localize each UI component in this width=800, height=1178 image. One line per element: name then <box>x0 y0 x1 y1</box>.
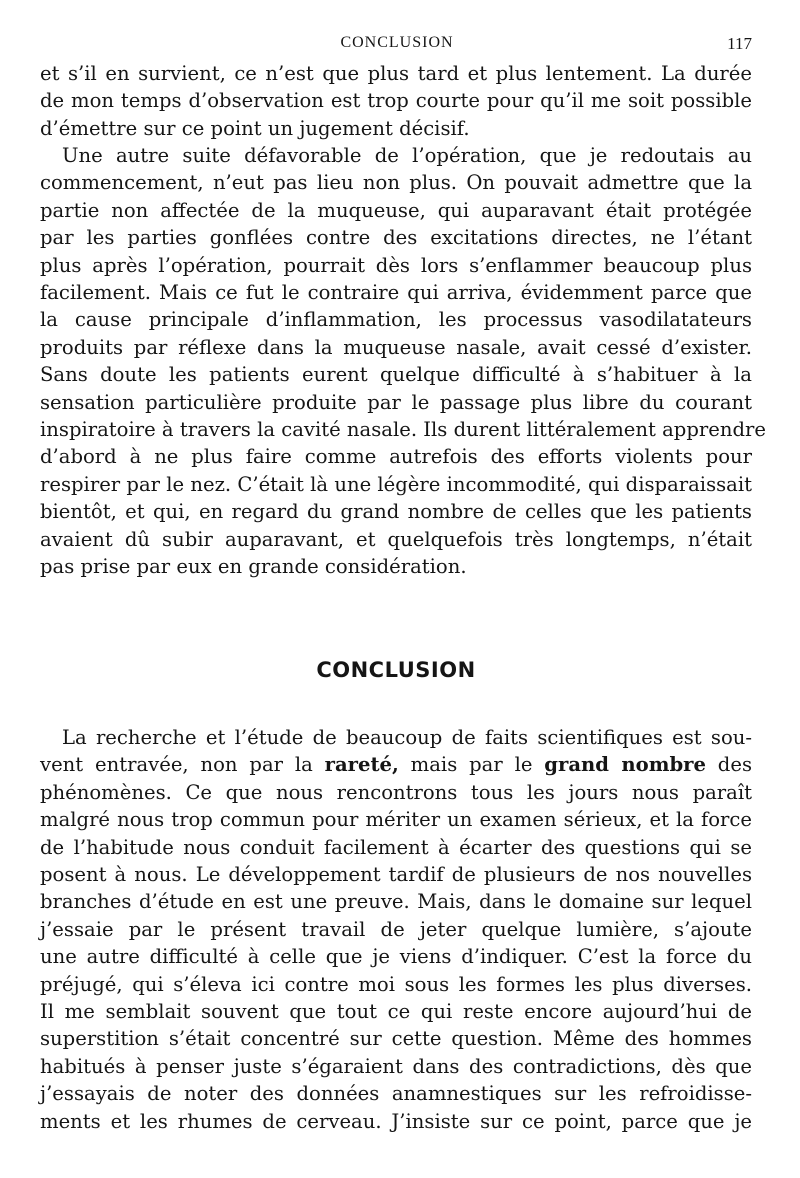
text-line: phénomènes. Ce que nous rencontrons tous les jours nous paraît <box>40 780 752 804</box>
text-line: Il me semblait souvent que tout ce qui reste encore aujourd’hui de <box>40 1000 752 1024</box>
text-line: posent à nous. Le développement tardif de plusieurs de nos nouvelles <box>40 863 752 887</box>
emphasis-grand-nombre: grand nombre <box>544 753 706 777</box>
page-number: 117 <box>727 34 752 53</box>
text-line: sensation particulière produite par le passage plus libre du courant <box>40 390 752 414</box>
text-run: mais par le <box>398 753 545 777</box>
text-run: vent entravée, non par la <box>40 753 325 777</box>
text-line: produits par réflexe dans la muqueuse nasale, avait cessé d’exister. <box>40 335 752 359</box>
text-line: malgré nous trop commun pour mériter un examen sérieux, et la force <box>40 808 752 832</box>
text-line: d’émettre sur ce point un jugement décisif. <box>40 116 470 140</box>
text-line: Une autre suite défavorable de l’opération, que je redoutais au <box>62 144 752 167</box>
text-line: et s’il en survient, ce n’est que plus tard et plus lentement. La durée <box>40 62 752 85</box>
text-run: des <box>705 753 753 777</box>
text-line: avaient dû subir auparavant, et quelquefois très longtemps, n’était <box>40 527 752 551</box>
text-line: respirer par le nez. C’était là une légère incommodité, qui disparaissait <box>40 472 752 496</box>
text-line: habitués à penser juste s’égaraient dans des contradictions, dès que <box>40 1054 752 1078</box>
text-line: plus après l’opération, pourrait dès lors s’enflammer beaucoup plus <box>40 253 752 277</box>
text-line: une autre difficulté à celle que je viens d’indiquer. C’est la force du <box>40 945 752 969</box>
text-line: Sans doute les patients eurent quelque difficulté à s’habituer à la <box>40 363 752 387</box>
section-heading: CONCLUSION <box>316 658 476 682</box>
text-line: par les parties gonflées contre des excitations directes, ne l’étant <box>40 226 752 250</box>
text-line: pas prise par eux en grande considération. <box>40 555 467 579</box>
running-title: CONCLUSION <box>340 34 454 51</box>
text-line: commencement, n’eut pas lieu non plus. On pouvait admettre que la <box>40 171 752 195</box>
text-line <box>40 751 752 778</box>
emphasis-rarete: rareté, <box>324 753 399 777</box>
text-line: facilement. Mais ce fut le contraire qui arriva, évidemment parce que <box>40 281 752 305</box>
text-line: superstition s’était concentré sur cette question. Même des hommes <box>40 1027 752 1051</box>
text-line: préjugé, qui s’éleva ici contre moi sous les formes les plus diverses. <box>40 972 752 996</box>
paragraph-unfavorable-consequence <box>40 142 766 581</box>
text-line: la cause principale d’inflammation, les processus vasodilatateurs <box>40 308 752 332</box>
text-line: ments et les rhumes de cerveau. J’insiste sur ce point, parce que je <box>40 1109 752 1133</box>
text-line: de l’habitude nous conduit facilement à écarter des questions qui se <box>40 835 752 859</box>
text-line: partie non affectée de la muqueuse, qui auparavant était protégée <box>40 198 752 222</box>
text-line: j’essaie par le présent travail de jeter quelque lumière, s’ajoute <box>40 917 752 941</box>
text-line: branches d’étude en est une preuve. Mais, dans le domaine sur lequel <box>40 890 752 914</box>
running-header <box>40 34 754 54</box>
text-line: La recherche et l’étude de beaucoup de faits scientifiques est sou- <box>62 726 752 749</box>
text-line: d’abord à ne plus faire comme autrefois des efforts violents pour <box>40 445 752 469</box>
text-line: bientôt, et qui, en regard du grand nombre de celles que les patients <box>40 500 752 524</box>
paragraph-conclusion <box>40 724 752 1135</box>
text-line: inspiratoire à travers la cavité nasale. Ils durent littéralement apprendre <box>40 418 766 442</box>
paragraph-continued <box>40 60 752 142</box>
text-line: j’essayais de noter des données anamnestiques sur les refroidisse- <box>40 1082 752 1106</box>
text-line: de mon temps d’observation est trop courte pour qu’il me soit possible <box>40 89 752 113</box>
